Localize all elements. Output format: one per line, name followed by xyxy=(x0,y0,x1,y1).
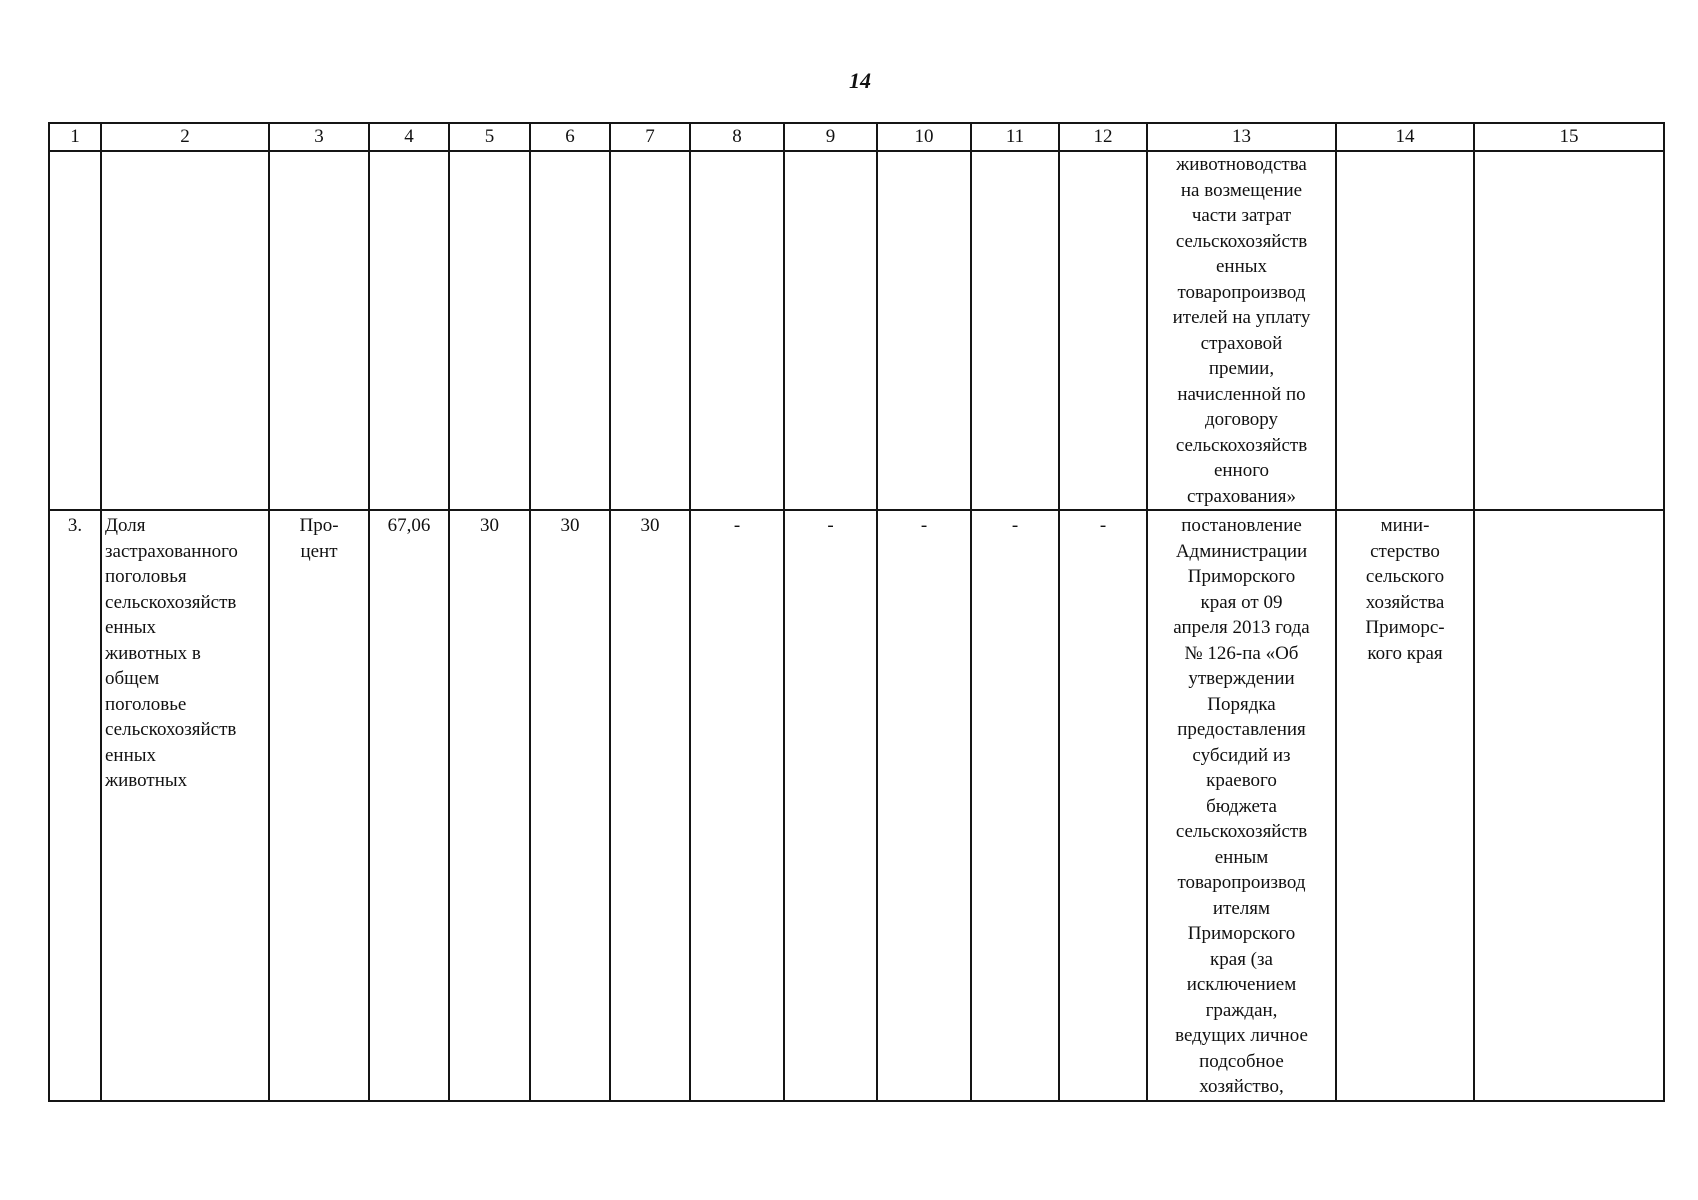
column-header: 2 xyxy=(101,123,269,151)
column-header: 3 xyxy=(269,123,369,151)
column-header: 9 xyxy=(784,123,877,151)
table-cell xyxy=(1336,151,1474,510)
responsible-body-cell: мини- стерство сельского хозяйства Приморс- кого края xyxy=(1336,510,1474,1101)
column-header: 14 xyxy=(1336,123,1474,151)
table-cell xyxy=(449,151,530,510)
table-cell xyxy=(101,151,269,510)
value-cell-col12: - xyxy=(1059,510,1147,1101)
column-header: 12 xyxy=(1059,123,1147,151)
value-cell-col11: - xyxy=(971,510,1059,1101)
indicator-name-cell: Доля застрахованного поголовья сельскохозяйств енных животных в общем поголовье сельскохозяйств енных животных xyxy=(101,510,269,1101)
column-header: 1 xyxy=(49,123,101,151)
table-cell xyxy=(877,151,971,510)
table-row-continuation xyxy=(49,151,1664,510)
table-cell xyxy=(1059,151,1147,510)
table-cell xyxy=(971,151,1059,510)
value-cell-col10: - xyxy=(877,510,971,1101)
value-cell-col4: 67,06 xyxy=(369,510,449,1101)
page-number: 14 xyxy=(849,68,871,93)
table-cell xyxy=(690,151,784,510)
value-cell-col5: 30 xyxy=(449,510,530,1101)
legal-basis-cell: животноводства на возмещение части затрат сельскохозяйств енных товаропроизвод ителей на уплату страховой премии, начисленной по договору сельскохозяйств енного страхования» xyxy=(1147,151,1336,510)
column-header: 6 xyxy=(530,123,610,151)
column-header: 13 xyxy=(1147,123,1336,151)
unit-cell: Про- цент xyxy=(269,510,369,1101)
value-cell-col9: - xyxy=(784,510,877,1101)
legal-basis-cell: постановление Администрации Приморского края от 09 апреля 2013 года № 126-па «Об утверждении Порядка предоставления субсидий из краевого бюджета сельскохозяйств енным товаропроизвод ителям Приморского края (за исключением граждан, ведущих личное подсобное хозяйство, xyxy=(1147,510,1336,1101)
value-cell-col7: 30 xyxy=(610,510,690,1101)
column-header: 4 xyxy=(369,123,449,151)
value-cell-col8: - xyxy=(690,510,784,1101)
column-header: 7 xyxy=(610,123,690,151)
table-cell xyxy=(49,151,101,510)
column-number-row xyxy=(49,123,1664,151)
indicators-table xyxy=(48,122,1665,1102)
table-cell xyxy=(784,151,877,510)
table-row-3 xyxy=(49,510,1664,1101)
column-header: 11 xyxy=(971,123,1059,151)
table-cell xyxy=(1474,151,1664,510)
column-header: 10 xyxy=(877,123,971,151)
table-cell xyxy=(369,151,449,510)
column-header: 15 xyxy=(1474,123,1664,151)
table-cell xyxy=(610,151,690,510)
table-cell xyxy=(269,151,369,510)
table-cell xyxy=(530,151,610,510)
notes-cell xyxy=(1474,510,1664,1101)
row-number-cell: 3. xyxy=(49,510,101,1101)
column-header: 5 xyxy=(449,123,530,151)
column-header: 8 xyxy=(690,123,784,151)
value-cell-col6: 30 xyxy=(530,510,610,1101)
